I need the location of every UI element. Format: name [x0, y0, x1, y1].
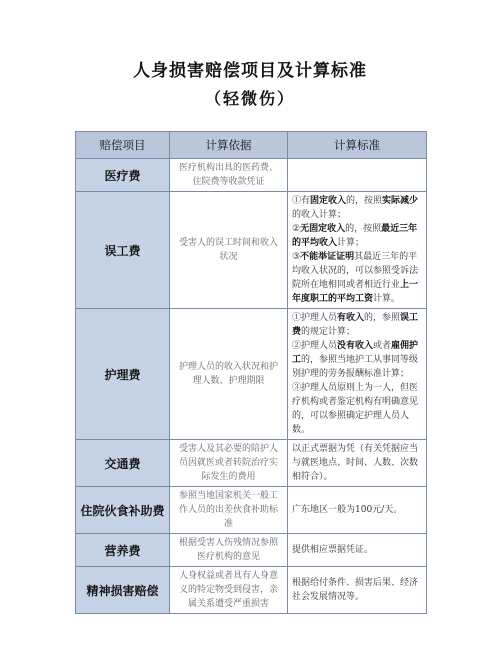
table-row: [76, 534, 427, 567]
table-row: [76, 159, 427, 192]
row-item-transport: 交通费: [76, 440, 170, 487]
standard-line: ①有固定收入的，按照实际减少的收入计算；: [292, 196, 419, 220]
standard-line: ②护理人员没有收入或者雇佣护工的，参照当地护工从事同等级别护理的劳务报酬标准计算；: [292, 341, 419, 379]
page-subtitle: （轻微伤）: [204, 89, 295, 108]
header-basis: 计算依据: [170, 132, 288, 159]
table-row: [76, 309, 427, 440]
table-row: [76, 487, 427, 534]
row-item-nutrition: 营养费: [76, 534, 170, 567]
table-row: [76, 192, 427, 309]
row-standard-medical: [288, 159, 427, 192]
row-item-mental-damage: 精神损害赔偿: [76, 567, 170, 614]
standard-line: ①护理人员有收入的，参照误工费的规定计算；: [292, 313, 419, 337]
header-item: 赔偿项目: [76, 132, 170, 159]
row-standard-nursing: [288, 309, 427, 440]
row-item-meal-subsidy: 住院伙食补助费: [76, 487, 170, 534]
table-header-row: [76, 132, 427, 159]
row-basis-transport: 受害人及其必要的陪护人员因就医或者转院治疗实际发生的费用: [170, 440, 288, 487]
standard-line: ③护理人员原则上为一人，但医疗机构或者鉴定机构有明确意见的，可以参照确定护理人员人数。: [292, 383, 419, 435]
row-item-medical: 医疗费: [76, 159, 170, 192]
row-basis-nutrition: 根据受害人伤残情况参照医疗机构的意见: [170, 534, 288, 567]
compensation-table: [75, 131, 427, 614]
row-standard-nutrition: 提供相应票据凭证。: [288, 534, 427, 567]
table-row: [76, 440, 427, 487]
row-item-nursing: 护理费: [76, 309, 170, 440]
row-standard-mental-damage: 根据给付条件、损害后果、经济社会发展情况等。: [288, 567, 427, 614]
standard-line: ②无固定收入的，按照最近三年的平均收入计算；: [292, 224, 418, 248]
standard-line: ③不能举证证明其最近三年的平均收入状况的，可以参照受诉法院所在地相同或者相近行业上一年度职工的平均工资计算。: [292, 252, 419, 304]
row-item-lost-wages: 误工费: [76, 192, 170, 309]
row-standard-meal-subsidy: 广东地区一般为100元/天。: [288, 487, 427, 534]
page-title: 人身损害赔偿项目及计算标准: [133, 61, 367, 81]
row-basis-mental-damage: 人身权益或者具有人身意义的特定物受到侵害，亲属关系遭受严重损害: [170, 567, 288, 614]
table-row: [76, 567, 427, 614]
row-standard-lost-wages: [288, 192, 427, 309]
row-basis-meal-subsidy: 参照当地国家机关一般工作人员的出差伙食补助标准: [170, 487, 288, 534]
row-standard-transport: 以正式票据为凭（有关凭据应当与就医地点、时间、人数、次数相符合）。: [288, 440, 427, 487]
row-basis-lost-wages: 受害人的误工时间和收入状况: [170, 192, 288, 309]
row-basis-medical: 医疗机构出具的医药费、住院费等收款凭证: [170, 159, 288, 192]
row-basis-nursing: 护理人员的收入状况和护理人数、护理期限: [170, 309, 288, 440]
header-standard: 计算标准: [288, 132, 427, 159]
